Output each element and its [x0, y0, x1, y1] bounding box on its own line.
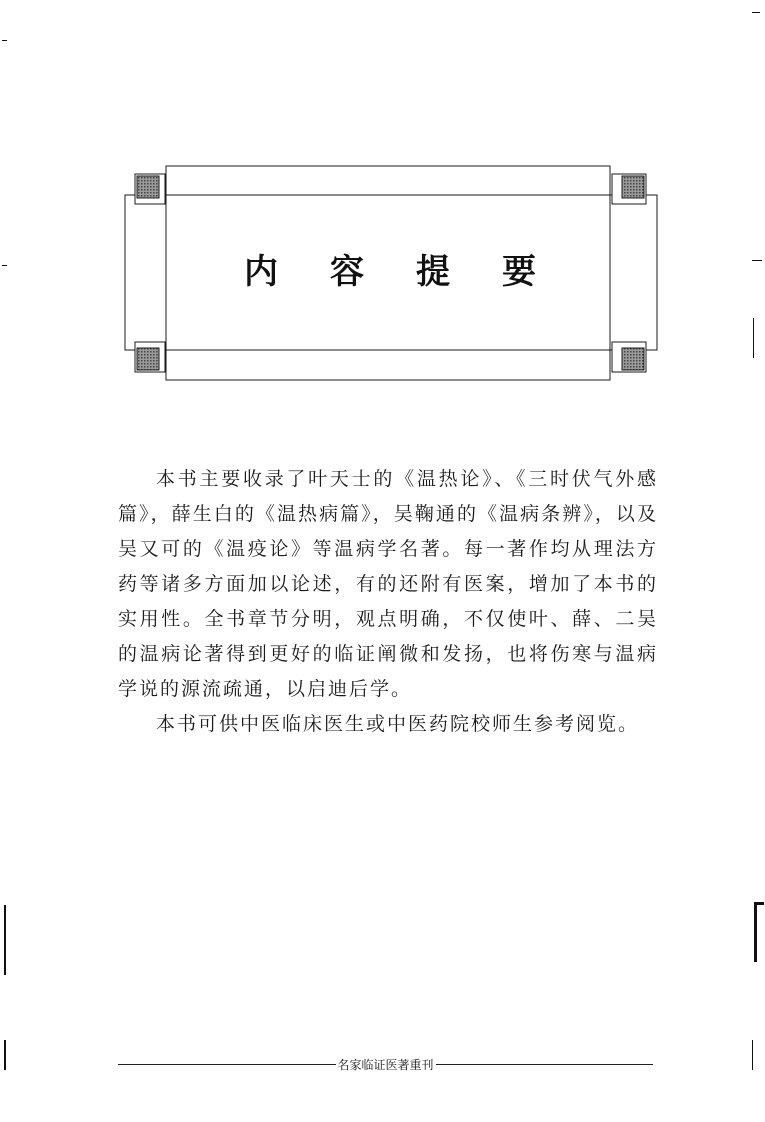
series-name: 名家临证医著重刊 — [337, 1057, 434, 1072]
scan-edge-mark — [2, 265, 7, 266]
title-char: 容 — [330, 252, 364, 292]
page-title — [160, 248, 620, 296]
corner-ornament-top-left — [135, 174, 165, 204]
series-footer — [118, 1052, 653, 1076]
summary-text — [118, 462, 658, 742]
corner-ornament-top-right — [612, 174, 646, 204]
title-char: 内 — [244, 252, 278, 292]
scan-edge-mark — [4, 1040, 6, 1070]
scan-edge-mark — [754, 902, 757, 962]
summary-paragraph: 本书可供中医临床医生或中医药院校师生参考阅览。 — [156, 713, 640, 735]
title-char: 要 — [502, 252, 536, 292]
scan-edge-mark — [752, 1040, 753, 1070]
corner-ornament-bottom-right — [612, 342, 646, 372]
scan-edge-mark — [754, 902, 764, 905]
summary-paragraph: 本书主要收录了叶天士的《温热论》、《三时伏气外感篇》，薛生白的《温热病篇》，吴鞠通的《温病条辨》，以及吴又可的《温疫论》等温病学名著。每一著作均从理法方药等诸多方面加以论述，有的还附有医案，增加了本书的实用性。全书章节分明，观点明确，不仅使叶、薛、二吴的温病论著得到更好的临证阐微和发扬，也将伤寒与温病学说的源流疏通，以启迪后学。 — [118, 468, 658, 700]
scan-edge-mark — [4, 905, 6, 975]
scan-edge-mark — [752, 260, 762, 261]
scan-edge-mark — [752, 12, 760, 13]
footer-rule-right — [436, 1064, 654, 1065]
corner-ornament-bottom-left — [135, 342, 165, 372]
title-char: 提 — [416, 252, 450, 292]
scan-edge-mark — [753, 318, 754, 358]
scan-edge-mark — [2, 40, 7, 41]
footer-rule-left — [118, 1064, 336, 1065]
